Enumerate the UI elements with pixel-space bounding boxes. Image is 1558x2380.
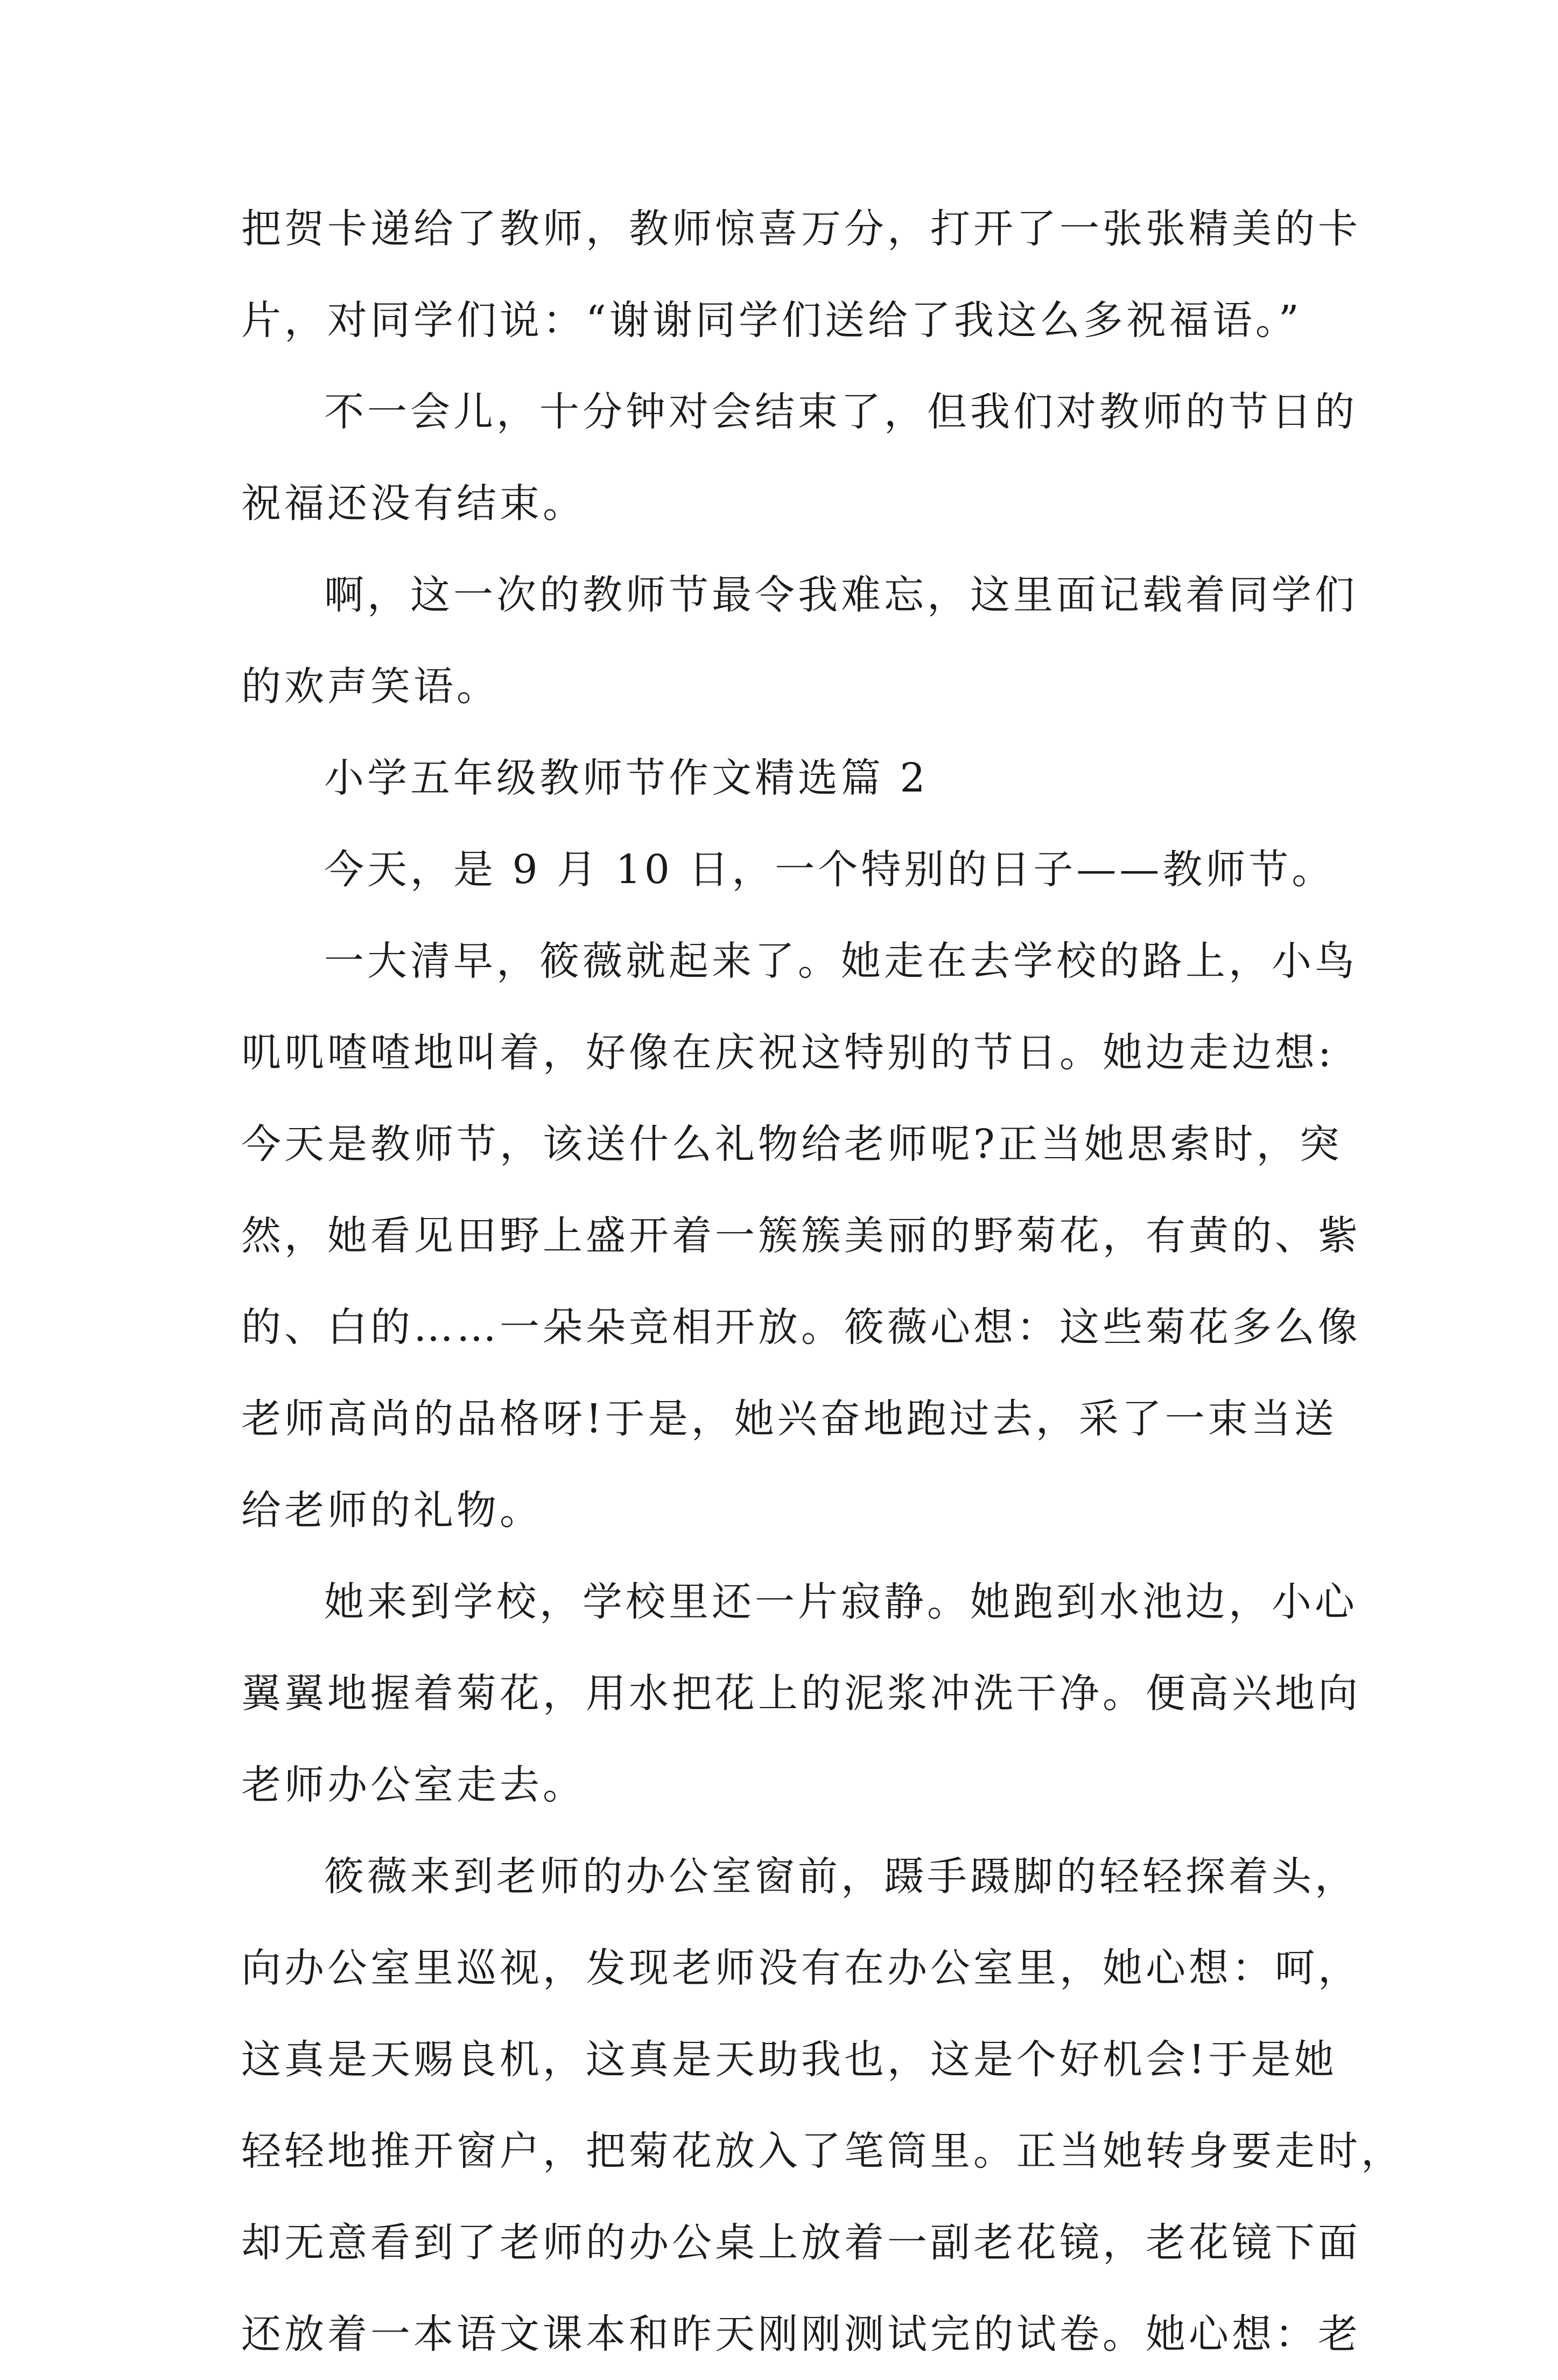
document-body (241, 183, 1404, 2380)
text-line: 今天，是 9 月 10 日，一个特别的日子——教师节。 (324, 846, 1335, 893)
text-line: 把贺卡递给了教师，教师惊喜万分，打开了一张张精美的卡 (241, 206, 1361, 252)
text-line: 片，对同学们说：“谢谢同学们送给了我这么多祝福语。” (241, 297, 1302, 344)
paragraph (241, 183, 1361, 366)
text-line: 老师高尚的品格呀!于是，她兴奋地跑过去，采了一束当送 (241, 1396, 1337, 1442)
text-line: 老师办公室走去。 (241, 1762, 586, 1808)
text-line: 一大清早，筱薇就起来了。她走在去学校的路上，小鸟 (324, 938, 1358, 984)
text-line: 这真是天赐良机，这真是天助我也，这是个好机会!于是她 (241, 2036, 1337, 2083)
text-line: 不一会儿，十分钟对会结束了，但我们对教师的节日的 (324, 389, 1358, 435)
text-line: 还放着一本语文课本和昨天刚刚测试完的试卷。她心想：老 (241, 2311, 1361, 2357)
text-line: 筱薇来到老师的办公室窗前，蹑手蹑脚的轻轻探着头， (324, 1853, 1358, 1900)
paragraph (241, 549, 1358, 732)
section-heading (241, 732, 1323, 824)
text-line: 给老师的礼物。 (241, 1487, 543, 1534)
text-line: 向办公室里巡视，发现老师没有在办公室里，她心想：呵， (241, 1945, 1361, 1991)
paragraph (241, 366, 1358, 549)
paragraph (241, 1831, 1404, 2380)
text-line: 翼翼地握着菊花，用水把花上的泥浆冲洗干净。便高兴地向 (241, 1670, 1361, 1717)
text-line: 的、白的……一朵朵竞相开放。筱薇心想：这些菊花多么像 (241, 1304, 1361, 1350)
heading-line: 小学五年级教师节作文精选篇 2 (324, 755, 929, 801)
text-line: 却无意看到了老师的办公桌上放着一副老花镜，老花镜下面 (241, 2220, 1361, 2266)
text-line: 然，她看见田野上盛开着一簇簇美丽的野菊花，有黄的、紫 (241, 1213, 1361, 1259)
text-line: 轻轻地推开窗户，把菊花放入了笔筒里。正当她转身要走时， (241, 2128, 1404, 2174)
paragraph (241, 824, 1335, 915)
text-line: 祝福还没有结束。 (241, 480, 586, 527)
text-line: 叽叽喳喳地叫着，好像在庆祝这特别的节日。她边走边想: (241, 1030, 1335, 1076)
paragraph (241, 1556, 1361, 1831)
text-line: 她来到学校，学校里还一片寂静。她跑到水池边，小心 (324, 1579, 1358, 1625)
text-line: 的欢声笑语。 (241, 663, 500, 710)
text-line: 今天是教师节，该送什么礼物给老师呢?正当她思索时，突 (241, 1121, 1343, 1167)
text-line: 啊，这一次的教师节最令我难忘，这里面记载着同学们 (324, 572, 1358, 618)
paragraph (241, 915, 1361, 1556)
